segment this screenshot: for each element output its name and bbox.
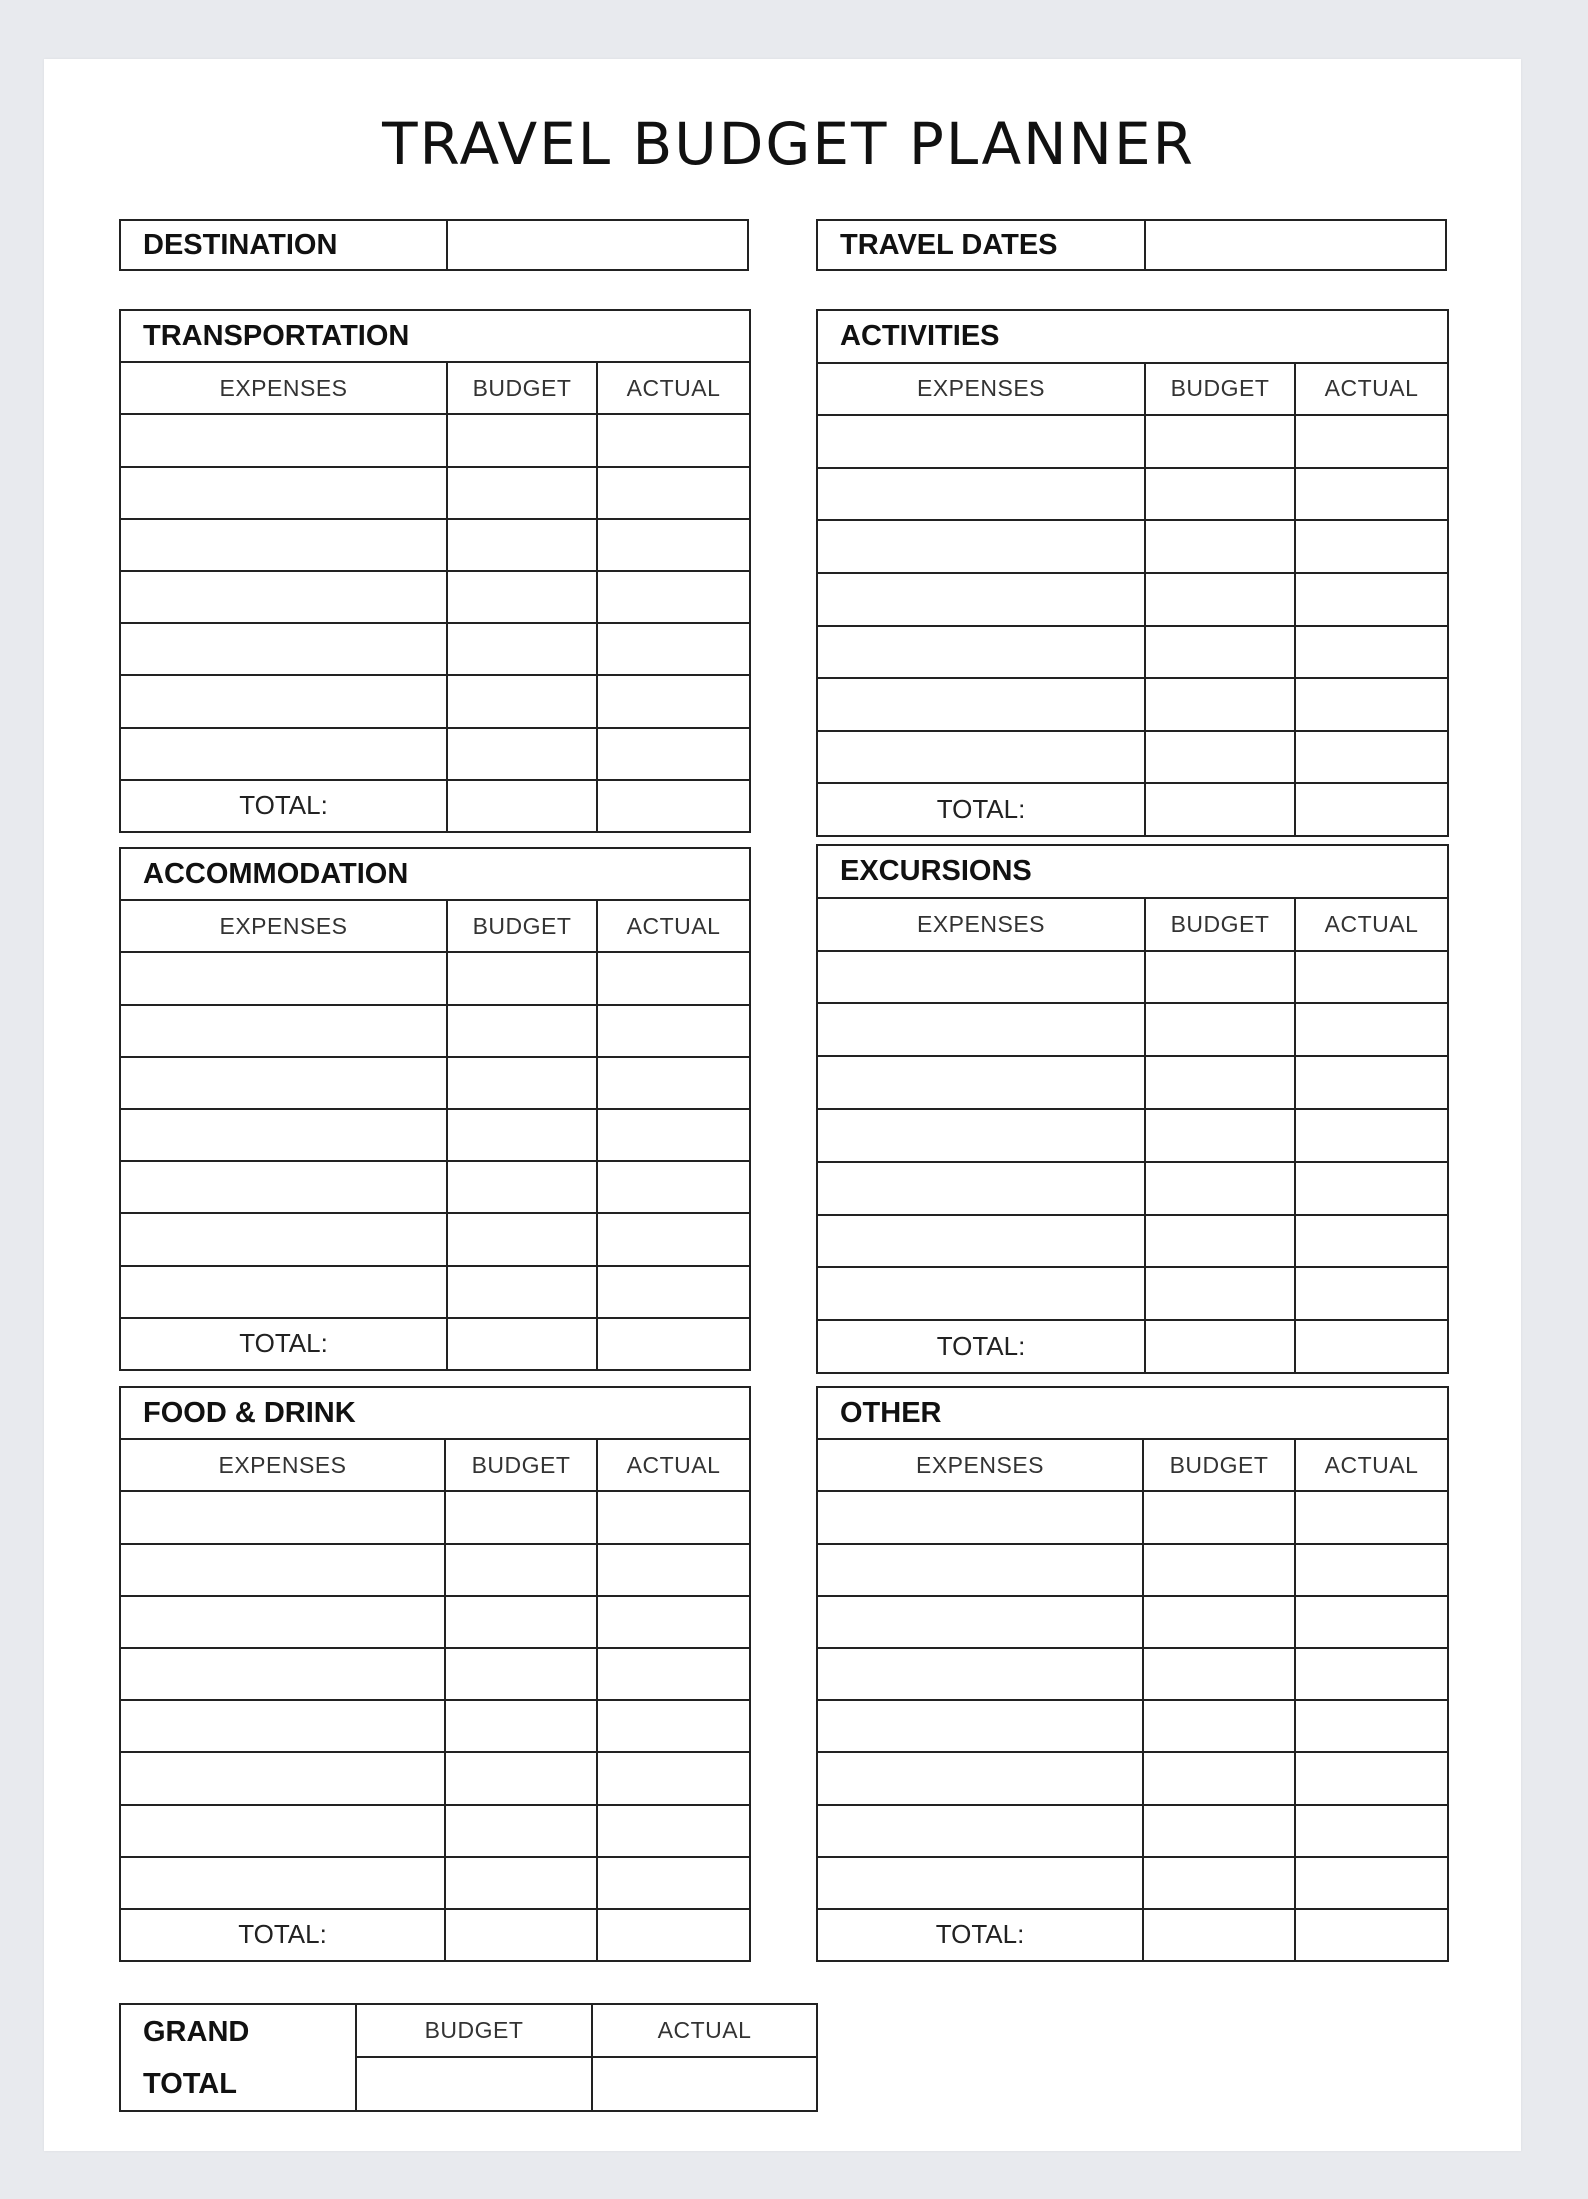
budget-cell[interactable] <box>1145 678 1295 731</box>
actual-cell[interactable] <box>1295 1648 1448 1700</box>
budget-cell[interactable] <box>1145 951 1295 1004</box>
accommodation-total-budget-cell[interactable] <box>447 1318 597 1370</box>
budget-cell[interactable] <box>445 1596 597 1648</box>
expense-cell[interactable] <box>817 1700 1143 1752</box>
actual-cell[interactable] <box>1295 1700 1448 1752</box>
expense-cell[interactable] <box>817 1596 1143 1648</box>
budget-cell[interactable] <box>1145 1162 1295 1215</box>
budget-cell[interactable] <box>1143 1700 1295 1752</box>
transportation-expenses-header: EXPENSES <box>120 362 447 414</box>
table-row <box>817 1056 1448 1109</box>
other-actual-header: ACTUAL <box>1295 1439 1448 1491</box>
expense-cell[interactable] <box>120 1109 447 1161</box>
budget-cell[interactable] <box>445 1700 597 1752</box>
table-row <box>817 1805 1448 1857</box>
accommodation-budget-header: BUDGET <box>447 900 597 952</box>
other-expenses-header: EXPENSES <box>817 1439 1143 1491</box>
budget-cell[interactable] <box>1145 626 1295 679</box>
expense-cell[interactable] <box>817 1162 1145 1215</box>
budget-cell[interactable] <box>1145 520 1295 573</box>
budget-cell[interactable] <box>1143 1648 1295 1700</box>
budget-cell[interactable] <box>445 1752 597 1804</box>
excursions-total-actual-cell[interactable] <box>1295 1320 1448 1373</box>
activities-total-label: TOTAL: <box>817 783 1145 836</box>
budget-cell[interactable] <box>1145 468 1295 521</box>
actual-cell[interactable] <box>597 467 750 519</box>
budget-cell[interactable] <box>1145 573 1295 626</box>
table-row <box>120 1596 750 1648</box>
budget-cell[interactable] <box>1145 415 1295 468</box>
budget-cell[interactable] <box>1143 1491 1295 1543</box>
table-row <box>817 1857 1448 1909</box>
expense-cell[interactable] <box>817 1215 1145 1268</box>
other-budget-header: BUDGET <box>1143 1439 1295 1491</box>
table-row <box>120 1213 750 1265</box>
actual-cell[interactable] <box>1295 1596 1448 1648</box>
other-section <box>816 1386 1449 1962</box>
accommodation-title: ACCOMMODATION <box>120 848 750 900</box>
budget-cell[interactable] <box>447 1161 597 1213</box>
grand-total-budget-header: BUDGET <box>356 2004 592 2057</box>
table-row <box>817 573 1448 626</box>
actual-cell[interactable] <box>597 728 750 780</box>
actual-cell[interactable] <box>1295 1267 1448 1320</box>
budget-cell[interactable] <box>447 1109 597 1161</box>
expense-cell[interactable] <box>120 519 447 571</box>
actual-cell[interactable] <box>597 1005 750 1057</box>
actual-cell[interactable] <box>1295 1003 1448 1056</box>
table-row <box>817 1752 1448 1804</box>
activities-title: ACTIVITIES <box>817 310 1448 363</box>
accommodation-total-actual-cell[interactable] <box>597 1318 750 1370</box>
budget-cell[interactable] <box>1143 1752 1295 1804</box>
table-row <box>817 731 1448 784</box>
table-row <box>120 675 750 727</box>
table-row <box>120 571 750 623</box>
budget-cell[interactable] <box>1145 1215 1295 1268</box>
actual-cell[interactable] <box>1295 731 1448 784</box>
food-drink-total-budget-cell[interactable] <box>445 1909 597 1961</box>
actual-cell[interactable] <box>597 1491 750 1543</box>
table-row <box>120 1057 750 1109</box>
actual-cell[interactable] <box>1295 1805 1448 1857</box>
table-row <box>120 414 750 466</box>
expense-cell[interactable] <box>120 1700 445 1752</box>
expense-cell[interactable] <box>817 951 1145 1004</box>
activities-section <box>816 309 1449 837</box>
table-row <box>817 1700 1448 1752</box>
grand-total-label-line1: GRAND <box>143 2015 250 2048</box>
transportation-budget-header: BUDGET <box>447 362 597 414</box>
travel-dates-label: TRAVEL DATES <box>818 221 1146 269</box>
table-row <box>120 1805 750 1857</box>
actual-cell[interactable] <box>1295 1544 1448 1596</box>
grand-total-label-line2: TOTAL <box>143 2067 237 2100</box>
actual-cell[interactable] <box>597 1596 750 1648</box>
actual-cell[interactable] <box>1295 468 1448 521</box>
expense-cell[interactable] <box>120 623 447 675</box>
table-row <box>817 1003 1448 1056</box>
budget-cell[interactable] <box>445 1857 597 1909</box>
destination-input[interactable] <box>448 221 747 269</box>
table-row <box>120 1544 750 1596</box>
budget-cell[interactable] <box>1145 1267 1295 1320</box>
budget-cell[interactable] <box>1143 1544 1295 1596</box>
expense-cell[interactable] <box>120 1491 445 1543</box>
table-row <box>120 728 750 780</box>
table-row <box>817 1267 1448 1320</box>
budget-cell[interactable] <box>1143 1805 1295 1857</box>
actual-cell[interactable] <box>597 623 750 675</box>
food-drink-title: FOOD & DRINK <box>120 1387 750 1439</box>
excursions-section <box>816 844 1449 1374</box>
table-row <box>817 520 1448 573</box>
table-row <box>120 1857 750 1909</box>
actual-cell[interactable] <box>1295 1056 1448 1109</box>
grand-total-actual-cell[interactable] <box>592 2057 817 2111</box>
budget-cell[interactable] <box>447 571 597 623</box>
table-row <box>817 1162 1448 1215</box>
table-row <box>817 678 1448 731</box>
page-title: TRAVEL BUDGET PLANNER <box>382 110 1195 178</box>
actual-cell[interactable] <box>597 1648 750 1700</box>
expense-cell[interactable] <box>120 1213 447 1265</box>
accommodation-expenses-header: EXPENSES <box>120 900 447 952</box>
activities-expenses-header: EXPENSES <box>817 363 1145 416</box>
accommodation-section <box>119 847 751 1371</box>
expense-cell[interactable] <box>120 1057 447 1109</box>
table-row <box>120 1491 750 1543</box>
actual-cell[interactable] <box>1295 1491 1448 1543</box>
actual-cell[interactable] <box>597 1752 750 1804</box>
expense-cell[interactable] <box>817 520 1145 573</box>
expense-cell[interactable] <box>817 626 1145 679</box>
expense-cell[interactable] <box>120 571 447 623</box>
expense-cell[interactable] <box>120 1648 445 1700</box>
actual-cell[interactable] <box>597 1544 750 1596</box>
destination-label: DESTINATION <box>121 221 448 269</box>
table-row <box>817 1648 1448 1700</box>
expense-cell[interactable] <box>817 1056 1145 1109</box>
budget-cell[interactable] <box>447 519 597 571</box>
excursions-total-label: TOTAL: <box>817 1320 1145 1373</box>
budget-cell[interactable] <box>445 1805 597 1857</box>
budget-cell[interactable] <box>445 1544 597 1596</box>
other-title: OTHER <box>817 1387 1448 1439</box>
food-drink-actual-header: ACTUAL <box>597 1439 750 1491</box>
table-row <box>817 1491 1448 1543</box>
budget-cell[interactable] <box>445 1491 597 1543</box>
expense-cell[interactable] <box>817 1857 1143 1909</box>
transportation-section <box>119 309 751 833</box>
budget-cell[interactable] <box>447 1057 597 1109</box>
expense-cell[interactable] <box>817 678 1145 731</box>
table-row <box>817 1109 1448 1162</box>
table-row <box>817 1596 1448 1648</box>
excursions-title: EXCURSIONS <box>817 845 1448 898</box>
destination-field <box>119 219 749 271</box>
excursions-budget-header: BUDGET <box>1145 898 1295 951</box>
actual-cell[interactable] <box>1295 415 1448 468</box>
expense-cell[interactable] <box>817 731 1145 784</box>
budget-cell[interactable] <box>447 1005 597 1057</box>
expense-cell[interactable] <box>817 415 1145 468</box>
table-row <box>817 1215 1448 1268</box>
activities-total-actual-cell[interactable] <box>1295 783 1448 836</box>
actual-cell[interactable] <box>1295 1162 1448 1215</box>
transportation-title: TRANSPORTATION <box>120 310 750 362</box>
table-row <box>120 1648 750 1700</box>
table-row <box>817 951 1448 1004</box>
activities-total-budget-cell[interactable] <box>1145 783 1295 836</box>
table-row <box>120 952 750 1004</box>
expense-cell[interactable] <box>120 1266 447 1318</box>
grand-total-actual-header: ACTUAL <box>592 2004 817 2057</box>
expense-cell[interactable] <box>120 1596 445 1648</box>
expense-cell[interactable] <box>817 1752 1143 1804</box>
transportation-total-label: TOTAL: <box>120 780 447 832</box>
budget-cell[interactable] <box>447 1213 597 1265</box>
budget-cell[interactable] <box>1143 1596 1295 1648</box>
table-row <box>120 1266 750 1318</box>
expense-cell[interactable] <box>817 1109 1145 1162</box>
actual-cell[interactable] <box>1295 573 1448 626</box>
table-row <box>120 1109 750 1161</box>
expense-cell[interactable] <box>120 728 447 780</box>
budget-cell[interactable] <box>447 952 597 1004</box>
activities-actual-header: ACTUAL <box>1295 363 1448 416</box>
expense-cell[interactable] <box>120 1161 447 1213</box>
food-drink-total-label: TOTAL: <box>120 1909 445 1961</box>
actual-cell[interactable] <box>597 414 750 466</box>
actual-cell[interactable] <box>597 1109 750 1161</box>
actual-cell[interactable] <box>1295 626 1448 679</box>
other-total-budget-cell[interactable] <box>1143 1909 1295 1961</box>
food-drink-total-actual-cell[interactable] <box>597 1909 750 1961</box>
actual-cell[interactable] <box>1295 1752 1448 1804</box>
table-row <box>120 1005 750 1057</box>
expense-cell[interactable] <box>120 1805 445 1857</box>
expense-cell[interactable] <box>817 573 1145 626</box>
table-row <box>817 468 1448 521</box>
actual-cell[interactable] <box>597 571 750 623</box>
transportation-total-budget-cell[interactable] <box>447 780 597 832</box>
travel-dates-field <box>816 219 1447 271</box>
actual-cell[interactable] <box>597 952 750 1004</box>
transportation-total-actual-cell[interactable] <box>597 780 750 832</box>
actual-cell[interactable] <box>1295 1109 1448 1162</box>
expense-cell[interactable] <box>817 1267 1145 1320</box>
budget-cell[interactable] <box>447 623 597 675</box>
budget-cell[interactable] <box>445 1648 597 1700</box>
expense-cell[interactable] <box>120 1544 445 1596</box>
expense-cell[interactable] <box>817 1805 1143 1857</box>
excursions-total-budget-cell[interactable] <box>1145 1320 1295 1373</box>
table-row <box>817 626 1448 679</box>
actual-cell[interactable] <box>1295 678 1448 731</box>
other-total-actual-cell[interactable] <box>1295 1909 1448 1961</box>
other-total-label: TOTAL: <box>817 1909 1143 1961</box>
grand-total-budget-cell[interactable] <box>356 2057 592 2111</box>
actual-cell[interactable] <box>1295 520 1448 573</box>
table-row <box>120 1161 750 1213</box>
expense-cell[interactable] <box>817 468 1145 521</box>
actual-cell[interactable] <box>597 1805 750 1857</box>
expense-cell[interactable] <box>120 1005 447 1057</box>
expense-cell[interactable] <box>817 1544 1143 1596</box>
expense-cell[interactable] <box>120 467 447 519</box>
expense-cell[interactable] <box>817 1003 1145 1056</box>
grand-total-label <box>120 2004 356 2111</box>
table-row <box>120 623 750 675</box>
budget-cell[interactable] <box>447 675 597 727</box>
budget-cell[interactable] <box>1145 1109 1295 1162</box>
accommodation-total-label: TOTAL: <box>120 1318 447 1370</box>
actual-cell[interactable] <box>1295 951 1448 1004</box>
food-drink-budget-header: BUDGET <box>445 1439 597 1491</box>
budget-cell[interactable] <box>1145 731 1295 784</box>
table-row <box>817 415 1448 468</box>
actual-cell[interactable] <box>1295 1215 1448 1268</box>
table-row <box>120 1700 750 1752</box>
excursions-expenses-header: EXPENSES <box>817 898 1145 951</box>
table-row <box>120 1752 750 1804</box>
budget-cell[interactable] <box>447 467 597 519</box>
actual-cell[interactable] <box>597 1700 750 1752</box>
expense-cell[interactable] <box>120 414 447 466</box>
expense-cell[interactable] <box>120 952 447 1004</box>
actual-cell[interactable] <box>597 1266 750 1318</box>
actual-cell[interactable] <box>597 675 750 727</box>
budget-cell[interactable] <box>1145 1003 1295 1056</box>
budget-cell[interactable] <box>1143 1857 1295 1909</box>
accommodation-actual-header: ACTUAL <box>597 900 750 952</box>
actual-cell[interactable] <box>597 519 750 571</box>
expense-cell[interactable] <box>120 1857 445 1909</box>
table-row <box>817 1544 1448 1596</box>
actual-cell[interactable] <box>597 1161 750 1213</box>
travel-dates-input[interactable] <box>1146 221 1445 269</box>
transportation-actual-header: ACTUAL <box>597 362 750 414</box>
budget-cell[interactable] <box>447 728 597 780</box>
actual-cell[interactable] <box>1295 1857 1448 1909</box>
food-drink-section <box>119 1386 751 1962</box>
expense-cell[interactable] <box>120 675 447 727</box>
grand-total-table <box>119 2003 818 2112</box>
expense-cell[interactable] <box>120 1752 445 1804</box>
excursions-actual-header: ACTUAL <box>1295 898 1448 951</box>
table-row <box>120 519 750 571</box>
actual-cell[interactable] <box>597 1213 750 1265</box>
budget-cell[interactable] <box>1145 1056 1295 1109</box>
expense-cell[interactable] <box>817 1648 1143 1700</box>
budget-cell[interactable] <box>447 414 597 466</box>
actual-cell[interactable] <box>597 1857 750 1909</box>
actual-cell[interactable] <box>597 1057 750 1109</box>
table-row <box>120 467 750 519</box>
activities-budget-header: BUDGET <box>1145 363 1295 416</box>
budget-cell[interactable] <box>447 1266 597 1318</box>
expense-cell[interactable] <box>817 1491 1143 1543</box>
food-drink-expenses-header: EXPENSES <box>120 1439 445 1491</box>
